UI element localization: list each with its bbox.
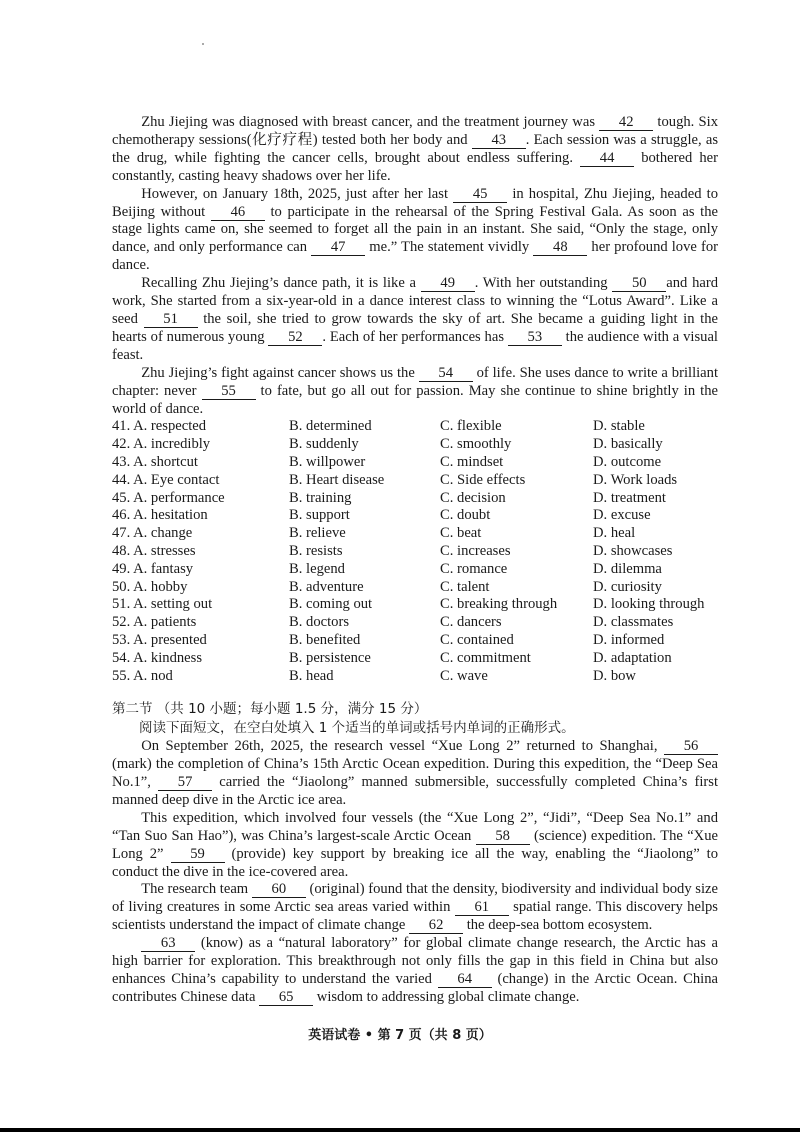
option-choice: C. Side effects [440,471,526,488]
section-title: 第二节 （共 10 小题；每小题 1.5 分，满分 15 分） [112,701,428,718]
option-row [112,614,718,632]
option-choice: B. suddenly [289,436,359,453]
option-choice: C. mindset [440,454,504,470]
option-choice: 55. A. nod [112,667,173,684]
options-table [112,418,718,685]
option-choice: 44. A. Eye contact [112,471,220,488]
option-choice: C. wave [440,667,488,684]
blank-52: 52 [268,330,322,346]
blank-48: 48 [533,240,587,256]
blank-49: 49 [421,276,475,292]
option-choice: D. informed [593,631,665,648]
option-choice: B. adventure [289,578,364,595]
blank-60: 60 [252,882,306,898]
cloze-paragraph: Zhu Jiejing was diagnosed with breast cancer, and the treatment journey was 42 tough. Six chemotherapy sessions(化疗疗程) tested both her body and 43 . Each session was a struggle, as the drug, while fighting the cancer cells, brought about endless suffering. 44 bothered her constantly, casting heavy shadows over her life. [112,114,718,184]
option-choice: C. romance [440,560,508,577]
blank-47: 47 [311,240,365,256]
option-choice: 42. A. incredibly [112,436,211,453]
option-choice: B. relieve [289,525,346,542]
blank-44: 44 [580,151,634,167]
option-choice: B. Heart disease [289,471,385,488]
option-choice: C. doubt [440,507,491,524]
option-row [112,525,718,543]
option-choice: B. doctors [289,614,349,631]
option-row [112,650,718,668]
option-choice: D. adaptation [593,649,672,666]
option-choice: B. support [289,507,350,524]
grammar-paragraph: The research team 60 (original) found that the density, biodiversity and individual body size of living creatures in some Arctic sea areas varied within 61 spatial range. This discovery helps scientists understand the impact of climate change 62 the deep-sea bottom ecosystem. [112,881,718,934]
exam-page [112,114,718,1007]
option-choice: B. head [289,667,334,684]
blank-46: 46 [211,205,265,221]
blank-50: 50 [612,276,666,292]
option-choice: C. talent [440,578,490,595]
option-choice: D. dilemma [593,560,662,577]
option-choice: 48. A. stresses [112,542,196,559]
option-row [112,507,718,525]
option-row [112,490,718,508]
option-choice: 51. A. setting out [112,596,213,613]
option-choice: C. beat [440,525,482,542]
scan-speck [202,43,204,45]
option-row [112,561,718,579]
option-choice: D. showcases [593,542,673,559]
option-choice: D. curiosity [593,578,662,595]
blank-64: 64 [438,972,492,988]
option-choice: C. increases [440,542,511,559]
cloze-paragraph: Zhu Jiejing’s fight against cancer shows us the 54 of life. She uses dance to write a brilliant chapter: never 55 to fate, but go all out for passion. May she continue to shine brightly in the world of dance. [112,364,719,417]
option-row [112,472,718,490]
blank-45: 45 [453,187,507,203]
option-choice: 50. A. hobby [112,578,188,595]
option-choice: C. commitment [440,649,531,666]
option-choice: B. determined [289,418,372,435]
option-choice: B. training [289,489,352,506]
blank-57: 57 [158,775,212,791]
grammar-paragraph: On September 26th, 2025, the research vessel “Xue Long 2” returned to Shanghai, 56 (mark) the completion of China’s 15th Arctic Ocean expedition. During this expedition, the “Deep Sea No.1”, 57 carried the “Jiaolong” manned submersible, successfully completed China’s first manned deep dive in the Arctic ice area. [112,738,718,808]
option-choice: 46. A. hesitation [112,507,208,524]
option-row [112,543,718,561]
option-choice: B. coming out [289,596,373,613]
option-row [112,454,718,472]
option-choice: D. excuse [593,507,651,524]
section-instruction: 阅读下面短文，在空白处填入 1 个适当的单词或括号内单词的正确形式。 [139,720,575,737]
option-row [112,436,718,454]
option-choice: D. bow [593,667,636,684]
blank-43: 43 [472,133,526,149]
blank-54: 54 [419,366,473,382]
blank-61: 61 [455,900,509,916]
cloze-paragraph: However, on January 18th, 2025, just after her last 45 in hospital, Zhu Jiejing, headed to Beijing without 46 to participate in the rehearsal of the Spring Festival Gala. As soon as the stage lights came on, she seemed to forget all the pain in an instant. She said, “Only the stage, only dance, and only performance can 47 me.” The statement vividly 48 her profound love for dance. [112,185,718,274]
option-choice: C. smoothly [440,436,512,453]
option-choice: B. legend [289,560,345,577]
option-choice: C. decision [440,489,506,506]
blank-59: 59 [171,847,225,863]
option-choice: D. outcome [593,454,662,470]
option-choice: B. persistence [289,649,371,666]
option-choice: C. breaking through [440,596,558,613]
blank-58: 58 [476,829,530,845]
option-choice: 41. A. respected [112,418,207,435]
blank-56: 56 [664,739,718,755]
option-choice: C. flexible [440,418,502,435]
blank-65: 65 [259,990,313,1006]
option-row [112,579,718,597]
grammar-paragraph: This expedition, which involved four vessels (the “Xue Long 2”, “Jidi”, “Deep Sea No.1” and “Tan Suo San Hao”), was China’s largest-scale Arctic Ocean 58 (science) expedition. The “Xue Long 2” 59 (provide) key support by breaking ice all the way, enabling the “Jiaolong” to conduct the dive in the ice-covered area. [112,809,718,880]
option-choice: 43. A. shortcut [112,454,198,470]
option-choice: 45. A. performance [112,489,225,506]
option-choice: D. stable [593,418,645,435]
blank-55: 55 [202,384,256,400]
option-choice: D. Work loads [593,471,678,488]
option-choice: C. dancers [440,614,502,631]
option-choice: D. basically [593,436,663,453]
option-choice: 54. A. kindness [112,649,202,666]
option-row [112,418,718,436]
option-choice: 53. A. presented [112,631,207,648]
option-choice: D. treatment [593,489,666,506]
option-choice: B. willpower [289,454,366,470]
blank-53: 53 [508,330,562,346]
page-footer: 英语试卷 • 第 7 页（共 8 页） [308,1028,492,1043]
option-choice: D. heal [593,525,636,542]
option-choice: C. contained [440,631,514,648]
scan-edge-bar [0,1128,800,1132]
grammar-paragraph: 63 (know) as a “natural laboratory” for global climate change research, the Arctic has a high barrier for exploration. This breakthrough not only fills the gap in this field in China but also enhances China’s capability to understand the varied 64 (change) in the Arctic Ocean. China contributes Chinese data 65 wisdom to addressing global climate change. [112,935,718,1005]
option-choice: B. benefited [289,631,361,648]
option-choice: B. resists [289,542,343,559]
option-choice: D. classmates [593,614,674,631]
option-choice: 47. A. change [112,525,193,542]
blank-62: 62 [409,918,463,934]
option-row [112,632,718,650]
option-row [112,596,718,614]
option-choice: 49. A. fantasy [112,560,194,577]
blank-51: 51 [144,312,198,328]
cloze-paragraph: Recalling Zhu Jiejing’s dance path, it is like a 49 . With her outstanding 50 and hard work, She started from a six-year-old in a dance interest class to winning the “Lotus Award”. Like a seed 51 the soil, she tried to grow towards the sky of art. She became a guiding light in the hearts of numerous young 52 . Each of her performances has 53 the audience with a visual feast. [112,275,718,363]
option-choice: D. looking through [593,596,705,613]
option-row [112,668,718,686]
blank-42: 42 [599,115,653,131]
blank-63: 63 [141,936,195,952]
option-choice: 52. A. patients [112,614,197,631]
